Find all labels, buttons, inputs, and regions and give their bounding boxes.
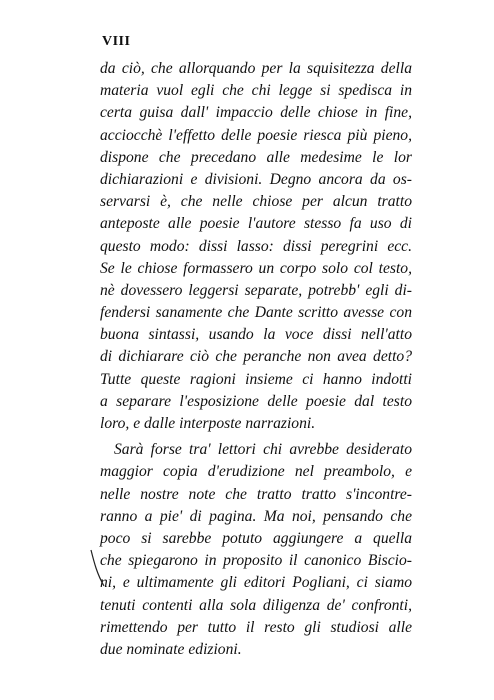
text-line: di dichiarare ciò che peranche non avea detto? [100,348,412,366]
text-line: acciocchè l'effetto delle poesie riesca più pieno, [100,126,412,144]
paragraph-2 [100,439,412,661]
text-line: maggior copia d'erudizione nel preambolo, e [100,463,412,481]
page-number: VIII [102,34,131,49]
text-line: poco si sarebbe potuto aggiungere a quella [100,529,412,547]
text-line: ranno a pie' di pagina. Ma noi, pensando che [100,507,412,525]
text-line: anteposte alle poesie l'autore stesso fa uso di [100,215,412,233]
body-text [100,58,412,661]
text-line: che spiegarono in proposito il canonico Bisciо- [100,552,412,570]
text-line: Tutte queste ragioni insieme ci hanno indotti [100,370,412,388]
text-line: nè dovessero leggersi separate, potrebb' egli di- [100,281,412,299]
text-line: nelle nostre note che tratto tratto s'incontre- [100,485,412,503]
text-line: rimettendo per tutto il resto gli studiosi alle [100,618,412,636]
text-line: loro, e dalle interposte narrazioni. [100,415,316,432]
text-line: tenuti contenti alla sola diligenza de' confronti, [100,596,412,614]
text-line: materia vuol egli che chi legge si spedisca in [100,82,412,100]
text-line: a separare l'esposizione delle poesie dal testo [100,392,412,410]
text-line: Sarà forse tra' lettori chi avrebbe desiderato [114,441,412,459]
text-line: fendersi sanamente che Dante scritto avesse con [100,304,412,322]
margin-pen-mark [88,548,108,588]
text-line: servarsi è, che nelle chiose per alcun tratto [100,193,412,211]
text-line: questo modo: dissi lasso: dissi peregrini ecc. [100,237,412,255]
text-line: da ciò, che allorquando per la squisitezza della [100,60,412,77]
text-line: dispone che precedano alle medesime le lor [100,148,412,166]
text-line: dichiarazioni e divisioni. Degno ancora da os- [100,170,412,188]
text-line: ni, e ultimamente gli editori Pogliani, ci siamo [100,574,412,592]
text-line: certa guisa dall' impaccio delle chiose in fine, [100,104,412,122]
text-line: buona sintassi, usando la voce dissi nell'atto [100,326,412,344]
text-line: due nominate edizioni. [100,640,242,658]
text-line: Se le chiose formassero un corpo solo col testo, [100,259,412,277]
paragraph-1 [100,58,412,435]
